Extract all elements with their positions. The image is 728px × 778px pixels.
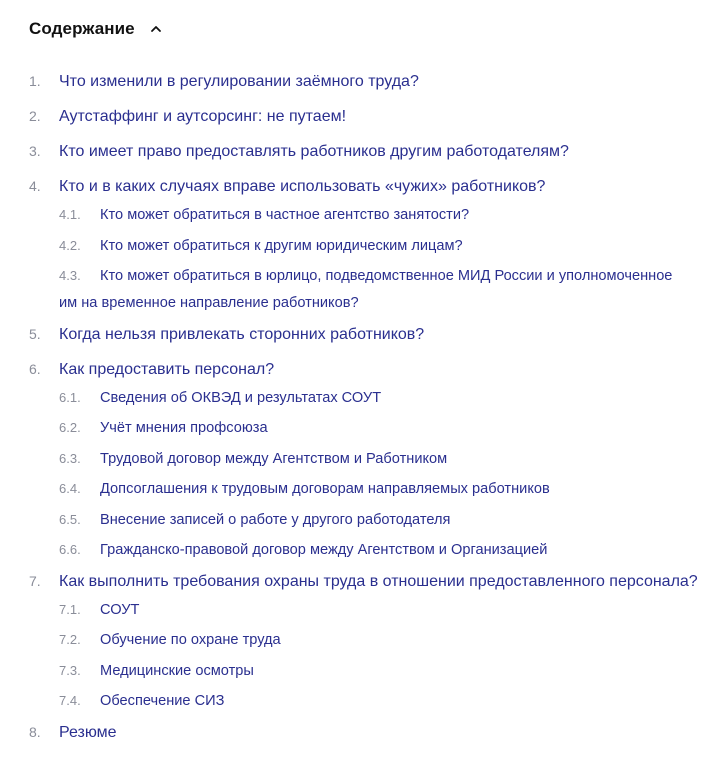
toc-item-link[interactable]: Что изменили в регулировании заёмного труда? xyxy=(59,73,419,90)
toc-item-number: 8. xyxy=(29,723,41,740)
toc-item[interactable] xyxy=(0,102,728,131)
toc-subitem-number: 6.3. xyxy=(59,450,81,466)
toc-subitem-number: 6.5. xyxy=(59,511,81,527)
toc-subitem-row[interactable] xyxy=(59,475,688,503)
toc-subitem-row[interactable] xyxy=(59,657,688,685)
toc-item-link[interactable]: Когда нельзя привлекать сторонних работников? xyxy=(59,325,425,343)
toc-subitem-number: 6.1. xyxy=(59,389,81,405)
toc-item-number: 1. xyxy=(29,73,41,89)
toc-item[interactable] xyxy=(0,137,728,166)
toc-subitem[interactable] xyxy=(0,687,728,715)
toc-subitem[interactable] xyxy=(0,232,728,260)
toc-item[interactable] xyxy=(0,320,728,349)
toc-subitem-row[interactable] xyxy=(59,201,688,229)
toc-item-row[interactable] xyxy=(29,320,708,349)
toc-subitem[interactable] xyxy=(0,506,728,534)
toc-subitem-number: 6.6. xyxy=(59,542,81,557)
toc-subitem-link[interactable]: Внесение записей о работе у другого работодателя xyxy=(100,511,451,528)
chevron-up-icon[interactable] xyxy=(150,23,162,35)
toc-subitem-row[interactable] xyxy=(59,445,688,473)
toc-item-number: 5. xyxy=(29,325,41,342)
toc-subitem-link[interactable]: Учёт мнения профсоюза xyxy=(100,420,268,436)
toc-item-link[interactable]: Как предоставить персонал? xyxy=(59,360,275,378)
toc-subitem-number: 7.4. xyxy=(59,693,81,708)
toc-subitem-link[interactable]: Медицинские осмотры xyxy=(100,662,254,679)
toc-item[interactable] xyxy=(0,172,728,317)
toc-item-number: 2. xyxy=(29,108,41,124)
toc-subitem-row[interactable] xyxy=(59,536,688,564)
toc-subitem-link[interactable]: Трудовой договор между Агентством и Работником xyxy=(100,450,448,467)
toc-sublist xyxy=(0,384,728,565)
toc-item-number: 7. xyxy=(29,572,41,589)
toc-subitem-number: 7.1. xyxy=(59,601,81,617)
toc-subitem-row[interactable] xyxy=(59,262,688,317)
toc-subitem-row[interactable] xyxy=(59,596,688,624)
toc-subitem-link[interactable]: Допсоглашения к трудовым договорам направляемых работников xyxy=(100,481,550,497)
toc-subitem[interactable] xyxy=(0,201,728,229)
toc-subitem-row[interactable] xyxy=(59,506,688,534)
toc-subitem[interactable] xyxy=(0,384,728,412)
toc-item-row[interactable] xyxy=(29,567,708,596)
toc-subitem-row[interactable] xyxy=(59,626,688,654)
toc-item-link[interactable]: Как выполнить требования охраны труда в отношении предоставленного персонала? xyxy=(59,572,698,590)
toc-item-row[interactable] xyxy=(29,355,708,384)
toc-subitem-row[interactable] xyxy=(59,384,688,412)
toc-item-number: 4. xyxy=(29,178,41,194)
toc-subitem-link[interactable]: Сведения об ОКВЭД и результатах СОУТ xyxy=(100,389,382,406)
toc-subitem[interactable] xyxy=(0,414,728,442)
toc-subitem-number: 4.2. xyxy=(59,237,81,253)
toc-item-row[interactable] xyxy=(29,718,708,747)
toc-item-row[interactable] xyxy=(29,67,708,96)
toc-subitem[interactable] xyxy=(0,657,728,685)
toc-subitem[interactable] xyxy=(0,596,728,624)
toc-subitem[interactable] xyxy=(0,626,728,654)
toc-item[interactable] xyxy=(0,67,728,96)
toc-item-row[interactable] xyxy=(29,137,708,166)
toc-item-link[interactable]: Кто имеет право предоставлять работников другим работодателям? xyxy=(59,143,569,160)
toc-header[interactable] xyxy=(29,17,728,41)
toc-sublist xyxy=(0,596,728,716)
toc-subitem[interactable] xyxy=(0,475,728,503)
toc-item-row[interactable] xyxy=(29,172,708,201)
toc-subitem-number: 4.3. xyxy=(59,268,81,283)
toc-subitem-number: 6.4. xyxy=(59,481,81,496)
toc-subitem-row[interactable] xyxy=(59,414,688,442)
toc-subitem-link[interactable]: Кто может обратиться к другим юридическим лицам? xyxy=(100,237,463,254)
toc-item-row[interactable] xyxy=(29,102,708,131)
toc-subitem[interactable] xyxy=(0,445,728,473)
toc-item[interactable] xyxy=(0,718,728,747)
toc-subitem-link[interactable]: Гражданско-правовой договор между Агентством и Организацией xyxy=(100,542,548,558)
toc-item-link[interactable]: Резюме xyxy=(59,723,117,741)
toc-subitem[interactable] xyxy=(0,536,728,564)
toc-title: Содержание xyxy=(29,19,135,38)
toc-subitem-number: 6.2. xyxy=(59,420,81,435)
toc-list xyxy=(0,67,728,747)
toc-item-link[interactable]: Кто и в каких случаях вправе использовать «чужих» работников? xyxy=(59,178,546,195)
toc-subitem-number: 7.2. xyxy=(59,632,81,647)
toc-item-number: 3. xyxy=(29,143,41,159)
toc-subitem-link[interactable]: Кто может обратиться в юрлицо, подведомственное МИД России и уполномоченное им на временное направление работников? xyxy=(59,268,673,311)
toc-item[interactable] xyxy=(0,567,728,716)
toc-subitem[interactable] xyxy=(0,262,728,317)
toc-subitem-number: 4.1. xyxy=(59,207,81,222)
toc-subitem-link[interactable]: Кто может обратиться в частное агентство занятости? xyxy=(100,207,470,223)
toc-item-number: 6. xyxy=(29,360,41,377)
toc-sublist xyxy=(0,201,728,317)
toc-subitem-row[interactable] xyxy=(59,232,688,260)
toc-item-link[interactable]: Аутстаффинг и аутсорсинг: не путаем! xyxy=(59,108,347,125)
toc-subitem-number: 7.3. xyxy=(59,662,81,678)
toc-item[interactable] xyxy=(0,355,728,565)
toc-subitem-link[interactable]: СОУТ xyxy=(100,601,140,618)
toc-subitem-link[interactable]: Обеспечение СИЗ xyxy=(100,693,225,709)
toc-subitem-row[interactable] xyxy=(59,687,688,715)
toc-subitem-link[interactable]: Обучение по охране труда xyxy=(100,632,281,648)
